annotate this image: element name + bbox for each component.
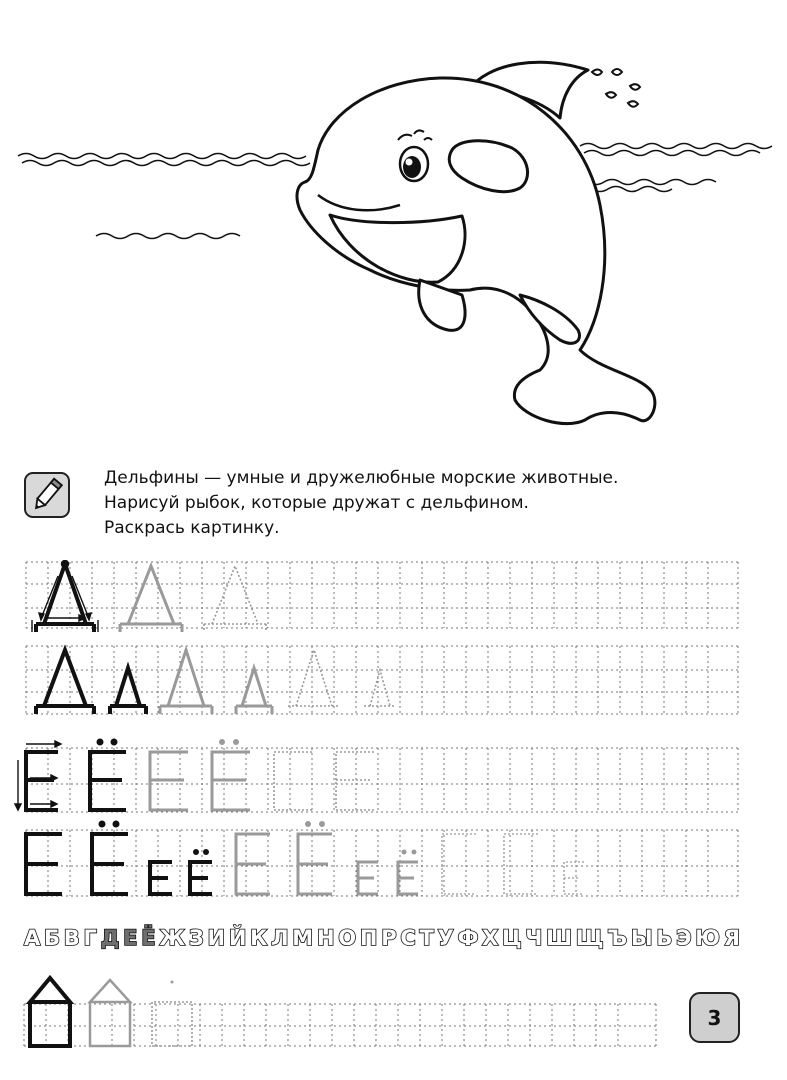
- alphabet-letter: С: [400, 926, 416, 950]
- letter-yo-lower: [190, 862, 212, 894]
- grid: [26, 830, 738, 896]
- letter-de-upper-gray: [160, 650, 212, 714]
- letter-de-trace-dotted: [204, 566, 266, 630]
- alphabet-letter: Ы: [630, 926, 653, 950]
- alphabet-letter: Ж: [159, 926, 186, 950]
- letter-yo-gray: [150, 752, 250, 810]
- alphabet-letter: Б: [44, 926, 61, 950]
- alphabet-letter: О: [338, 926, 357, 950]
- alphabet-letter: П: [359, 926, 378, 950]
- alphabet-letter: В: [63, 926, 80, 950]
- house-shape-gray: [90, 980, 130, 1046]
- letter-de-model: [36, 564, 94, 632]
- grid: [26, 562, 738, 628]
- alphabet-letter: М: [292, 926, 314, 950]
- umlaut-dots-small: [193, 849, 209, 855]
- alphabet-letter: У: [437, 926, 454, 950]
- letter-yo-dotted: [274, 752, 374, 810]
- alphabet-letter: Р: [381, 926, 397, 950]
- dolphin-illustration: [0, 0, 787, 440]
- alphabet-letter: Ш: [546, 926, 573, 950]
- umlaut-dots: [97, 739, 118, 746]
- alphabet-letter: А: [24, 926, 41, 950]
- letter-de-lower-gray: [236, 668, 272, 714]
- practice-row-4: [14, 818, 740, 902]
- stroke-arrows: [32, 561, 98, 633]
- pencil-icon-box: [24, 472, 70, 518]
- alphabet-letter: Н: [316, 926, 335, 950]
- letter-ye-dotted: [442, 834, 584, 894]
- letter-yo-upper: [90, 752, 126, 810]
- pencil-icon: [26, 474, 68, 516]
- page-number: 3: [689, 992, 740, 1043]
- alphabet-letter: Ч: [525, 926, 543, 950]
- alphabet-letter: Ь: [656, 926, 673, 950]
- dolphin: [297, 62, 655, 423]
- alphabet-letter: Г: [83, 926, 97, 950]
- alphabet-letter: Л: [271, 926, 289, 950]
- letter-de-trace-gray: [120, 566, 182, 632]
- letter-ye-gray: [236, 834, 418, 894]
- alphabet-letter: Ю: [695, 926, 720, 950]
- letter-yo-model: [26, 752, 58, 810]
- letter-ye-lower: [150, 862, 172, 894]
- instruction-line-3: Раскрась картинку.: [104, 518, 280, 538]
- letter-ye-upper: [26, 834, 62, 894]
- alphabet-letter: Я: [723, 926, 740, 950]
- grid: [26, 748, 738, 812]
- instruction-text: [104, 466, 764, 541]
- practice-row-3: [14, 736, 740, 816]
- alphabet-letter: Д: [100, 926, 120, 950]
- letter-de-lower: [110, 668, 146, 714]
- alphabet-letter: Т: [419, 926, 434, 950]
- umlaut-dots-gray: [305, 821, 417, 855]
- practice-row-1: [24, 560, 740, 634]
- waves-left: [18, 154, 310, 239]
- alphabet-letter: И: [207, 926, 226, 950]
- alphabet-letter: К: [250, 926, 268, 950]
- instruction-line-1: Дельфины — умные и дружелюбные морские животные.: [104, 468, 619, 488]
- house-shape-dotted: [152, 1002, 192, 1046]
- alphabet-letter: Й: [228, 926, 247, 950]
- letter-de-dotted: [288, 650, 396, 706]
- letter-de-upper: [36, 650, 94, 714]
- practice-row-2: [24, 644, 740, 720]
- droplets: [592, 69, 640, 107]
- umlaut-dots: [99, 821, 120, 828]
- alphabet-letter: Ц: [502, 926, 522, 950]
- alphabet-letter: З: [188, 926, 204, 950]
- alphabet-letter: Х: [482, 926, 499, 950]
- alphabet-letter: Э: [676, 926, 692, 950]
- practice-row-5: [20, 968, 660, 1052]
- grid: [24, 1004, 656, 1046]
- letter-yo-upper: [92, 834, 128, 894]
- alphabet-letter: Ф: [457, 926, 479, 950]
- alphabet-letter: Е: [123, 926, 138, 950]
- dot-marker: [171, 981, 174, 984]
- alphabet-strip: [24, 924, 740, 952]
- instruction-line-2: Нарисуй рыбок, которые дружат с дельфином.: [104, 493, 529, 513]
- alphabet-letter: Ъ: [607, 926, 628, 950]
- alphabet-letter: Ё: [141, 926, 156, 950]
- house-shape: [30, 978, 70, 1046]
- alphabet-letter: Щ: [575, 926, 604, 950]
- umlaut-dots-gray: [219, 739, 239, 745]
